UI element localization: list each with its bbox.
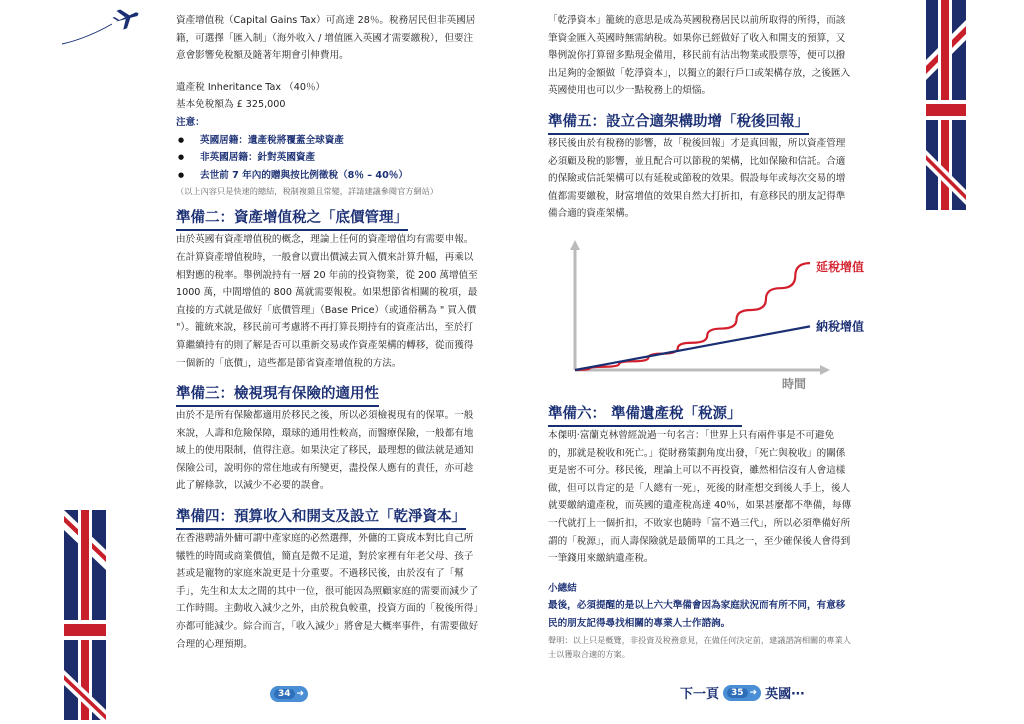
disclaimer-text: 聲明：以上只是概覽，非投資及稅務意見，在做任何決定前，建議諮詢相關的專業人士以獲取合適的方案。 — [548, 634, 851, 659]
x-axis-label: 時間 — [782, 377, 807, 391]
summary-disclaimer: （以上內容只是快速的總結，稅制複雜且常變，詳請建議參閱官方網站） — [176, 186, 439, 197]
page-number-right — [723, 685, 761, 701]
section-heading-3: 準備三：檢視現有保險的適用性 — [176, 384, 379, 407]
summary-label: 小總結 — [548, 582, 577, 594]
section-heading-6: 準備六： 準備遺產稅「稅源」 — [548, 404, 742, 427]
left-column — [176, 12, 482, 653]
tax-growth-chart — [565, 240, 865, 400]
note-item: ● 非英國居籍：針對英國資產 — [176, 149, 482, 167]
y-axis-arrow — [570, 240, 580, 250]
section-body-5: 移民後由於有稅務的影響，故「稅後回報」才是真回報，所以資產管理必須顧及稅的影響，並且配合可以節稅的架構，比如保險和信託。合適的保險或信託架構可以有延稅或節稅的效果。假設每年或每次交易的增值都需要繳稅，財富增值的效果自然大打折扣，有意移民的朋友記得準備合適的資產架構。 — [548, 137, 846, 220]
section-body-3: 由於不是所有保險都適用於移民之後，所以必須檢視現有的保單。一般來說，人壽和危險保障，環球的通用性較高，而醫療保險，一般都有地域上的使用限制，值得注意。如果決定了移民，最理想的做法就是通知保險公司，說明你的常住地或有所變更，盡投保人應有的責任，亦可趁此了解條款，以減少不必要的誤會。 — [176, 410, 474, 492]
airplane-icon — [60, 10, 140, 50]
page-number: 34 — [274, 689, 295, 699]
arrow-right-icon: ➜ — [296, 689, 305, 699]
arrow-right-icon: ➜ — [749, 687, 758, 698]
x-axis-arrow — [820, 365, 830, 375]
note-label: 注意： — [176, 116, 205, 128]
union-jack-flag-left — [64, 510, 106, 720]
page-number-left — [270, 686, 308, 702]
right-column — [548, 12, 852, 223]
series-label-1: 延稅增值 — [816, 260, 865, 275]
next-page-label: 下一頁 — [680, 687, 720, 702]
note-item: ● 英國居籍：遺產稅將覆蓋全球資產 — [176, 132, 482, 150]
section-body-2: 由於英國有資產增值稅的概念，理論上任何的資產增值均有需要申報。在計算資產增值稅時，一般會以賣出價減去買入價來計算升幅，再乘以相對應的稅率。舉例說持有一層 20 年前的投資物業，從 200 萬增值至 1000 萬，中間增值的 800 萬就需要報稅。如果想節省相關的稅項，最直接的方式就是做好「底價管理」（Base Price）（或通俗稱為 " 買入價 "）。籠統來說，移民前可考慮將不再打算長期持有的資產沽出，至於打算繼續持有的則了解是否可以重新交易或作資產架構的轉移，從而獲得一個新的「底價」，這些都是節省資產增值稅的方法。 — [176, 234, 478, 369]
allowance-line: 基本免稅額為 £ 325,000 — [176, 99, 286, 111]
clean-capital-paragraph: 「乾淨資本」籠統的意思是成為英國稅務居民以前所取得的所得，而該筆資金匯入英國時無需納稅。如果你已經做好了收入和開支的預算，又舉例說你打算留多點現金備用，移民前有沽出物業或股票等，便可以撥出足夠的金額做「乾淨資本」，以獨立的銀行戶口或架構存放，之後匯入英國使用也可以少一點稅務上的煩惱。 — [548, 15, 851, 97]
page-number: 35 — [727, 688, 748, 698]
right-column-lower — [548, 404, 852, 661]
union-jack-flag-right — [926, 0, 966, 210]
notes-list — [176, 132, 482, 185]
section-heading-5: 準備五：設立合適架構助增「稅後回報」 — [548, 112, 809, 135]
series-line-1 — [575, 263, 810, 370]
section-body-6: 本傑明‧富蘭克林曾經說過一句名言：「世界上只有兩件事是不可避免的，那就是稅收和死亡。」從財務策劃角度出發，「死亡與稅收」的關係更是密不可分。移民後，理論上可以不再投資，雖然相信沒有人會這樣做，但可以肯定的是「人總有一死」，死後的財產想交到後人手上，後人就要繳納遺產稅，而英國的遺產稅高達 40％，如果甚麼都不準備，每傳一代就打上一個折扣，不敗家也隨時「富不過三代」，所以必須準備好所謂的「稅源」，而人壽保險就是最簡單的工具之一，至少確保後人會得到一筆錢用來繳納遺產稅。 — [548, 430, 852, 565]
next-page-link[interactable] — [680, 683, 805, 702]
note-item: ● 去世前 7 年內的贈與按比例徵稅（8％ – 40％） — [176, 167, 482, 185]
section-heading-2: 準備二：資產增值稅之「底價管理」 — [176, 208, 408, 231]
section-heading-4: 準備四：預算收入和開支及設立「乾淨資本」 — [176, 507, 466, 530]
series-line-2 — [575, 326, 810, 370]
inheritance-tax-line: 遺產稅 Inheritance Tax （40％） — [176, 81, 326, 93]
summary-text: 最後，必須提醒的是以上六大準備會因為家庭狀況而有所不同，有意移民的朋友記得尋找相關的專業人士作諮詢。 — [548, 600, 846, 629]
series-label-2: 納稅增值 — [816, 319, 865, 334]
next-target-label: 英國‧‧‧ — [765, 687, 805, 702]
capital-gains-paragraph: 資產增值稅（Capital Gains Tax）可高達 28％。稅務居民但非英國居籍，可選擇「匯入制」（海外收入 / 增值匯入英國才需要繳稅），但要注意會影響免稅額及隨著年期會引伸費用。 — [176, 15, 476, 62]
section-body-4: 在香港聘請外傭可謂中產家庭的必然選擇，外傭的工資成本對比自己所犧牲的時間或商業價值，簡直是微不足道，對於家裡有年老父母、孩子甚或是寵物的家庭來說更是十分重要。不過移民後，由於沒有了「幫手」，先生和太太之間的其中一位，很可能因為照顧家庭的需要而減少了工作時間。主動收入減少之外，由於稅負較重，投資方面的「稅後所得」亦都可能減少。綜合而言，「收入減少」將會是大概率事件，有需要做好合理的心理預期。 — [176, 533, 479, 650]
